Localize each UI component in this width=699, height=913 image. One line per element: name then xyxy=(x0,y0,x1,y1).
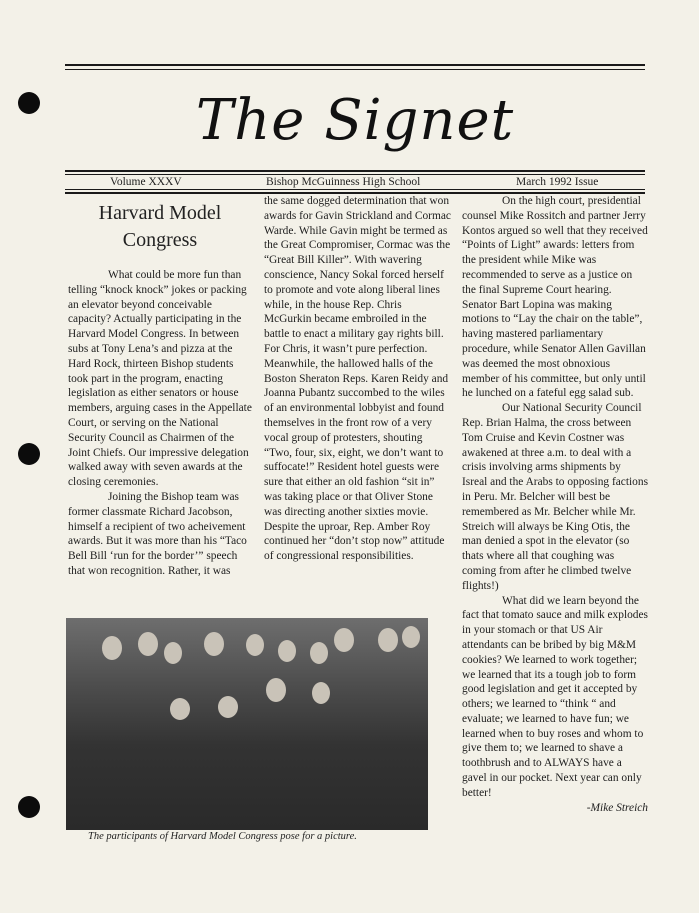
article-column-1 xyxy=(68,268,253,579)
person-head xyxy=(266,678,286,702)
person-head xyxy=(218,696,238,718)
photo-caption: The participants of Harvard Model Congress pose for a picture. xyxy=(88,831,357,842)
masthead xyxy=(65,80,645,170)
issue-rule-top-thin xyxy=(65,174,645,175)
person-head xyxy=(246,634,264,656)
issue-rule-top xyxy=(65,170,645,172)
volume-label: Volume XXXV xyxy=(110,176,182,188)
paragraph: What did we learn beyond the fact that tomato sauce and milk explodes in your stomach or that US Air attendants can be bribed by big M&M cookies? We learned to work together; we learned that its a tough job to form good legislation and get it accepted by others; we learned to “think “ and evaluate; we learned to have fun; we learned when to buy roses and whom to give them to; we learned to shave a toothbrush and to ALWAYS have a gavel in our pocket. Next year can only better! xyxy=(462,594,648,799)
person-head xyxy=(138,632,158,656)
paragraph: the same dogged determination that won awards for Gavin Strickland and Cormac Warde. While Gavin might be termed as the Great Compromiser, Cormac was the “Great Bill Killer”. With wavering conscience, Nancy Sokal forced herself to promote and vote along liberal lines while, in the house Rep. Chris McGurkin became embroiled in the battle to enact a military gay rights bill. For Chris, it wasn’t pure perfection. Meanwhile, the hallowed halls of the Boston Sheraton Reps. Karen Reidy and Joanna Pubantz succombed to the wiles of an environmental lobbyist and found themselves in the front row of a very vocal group of protesters, shouting “Two, four, six, eight, we don’t want to suffocate!” Resident hotel guests were sure that either an old fashion “sit in” was taking place or that Oliver Stone was directing another sixties movie. Despite the uproar, Rep. Amber Roy continued her “don’t stop now” attitude of congressional responsibilities. xyxy=(264,195,451,563)
paragraph: On the high court, presidential counsel Mike Rossitch and partner Jerry Kontos argued so well that they received “Points of Light” awards: letters from the president while Mike was recommended to serve as a justice on the final Supreme Court hearing. Senator Bart Lopina was making motions to “Lay the chair on the table”, having mastered parliamentary procedure, while Senator Allen Gavillan was deemed the most obnoxious member of his committee, but only until he lunched on a fateful egg salad sub. xyxy=(462,195,648,400)
paragraph: Our National Security Council Rep. Brian Halma, the cross between Tom Cruise and Kevin Costner was awakened at three a.m. to deal with a crisis involving arms shipments by Isreal and the Arabs to opposing factions in Peru. Mr. Belcher will best be remembered as Mr. Belcher while Mr. Streich will always be King Otis, the man denied a spot in the elevator (so thats where all that coughing was coming from after he climbed twelve flights!) xyxy=(462,402,649,592)
person-head xyxy=(378,628,398,652)
person-head xyxy=(312,682,330,704)
binder-hole xyxy=(18,443,40,465)
binder-hole xyxy=(18,796,40,818)
person-head xyxy=(402,626,420,648)
headline-line-2: Congress xyxy=(122,229,198,251)
article-column-3 xyxy=(462,194,648,815)
person-head xyxy=(334,628,354,652)
person-head xyxy=(204,632,224,656)
issue-date: March 1992 Issue xyxy=(516,176,599,188)
author-signature: -Mike Streich xyxy=(586,801,648,814)
person-head xyxy=(170,698,190,720)
school-name: Bishop McGuinness High School xyxy=(266,176,421,188)
person-head xyxy=(278,640,296,662)
person-head xyxy=(310,642,328,664)
paragraph: Joining the Bishop team was former classmate Richard Jacobson, himself a recipient of two acheivement awards. But it was more than his “Taco Bell Bill ‘run for the border’” speech that won recognition. Rather, it was xyxy=(68,490,247,577)
binder-hole xyxy=(18,92,40,114)
article-headline xyxy=(70,200,250,254)
top-rule xyxy=(65,64,645,66)
person-head xyxy=(102,636,122,660)
article-column-2 xyxy=(264,194,451,564)
paragraph: What could be more fun than telling “knock knock” jokes or packing an elevator beyond conceivable capacity? Actually participating in the Harvard Model Congress. In between subs at Tony Lena’s and pizza at the Hard Rock, thirteen Bishop students took part in the program, enacting legislation as either senators or house members, arguing cases in the Appellate Court, or serving on the National Security Council as Chairmen of the Joint Chiefs. Our impressive delegation walked away with seven awards at the closing ceremonies. xyxy=(68,269,252,489)
top-rule-thin xyxy=(65,69,645,70)
group-photo xyxy=(66,618,428,830)
person-head xyxy=(164,642,182,664)
newsletter-title: The Signet xyxy=(195,88,515,153)
headline-line-1: Harvard Model xyxy=(98,202,222,224)
issue-rule-bottom xyxy=(65,189,645,190)
